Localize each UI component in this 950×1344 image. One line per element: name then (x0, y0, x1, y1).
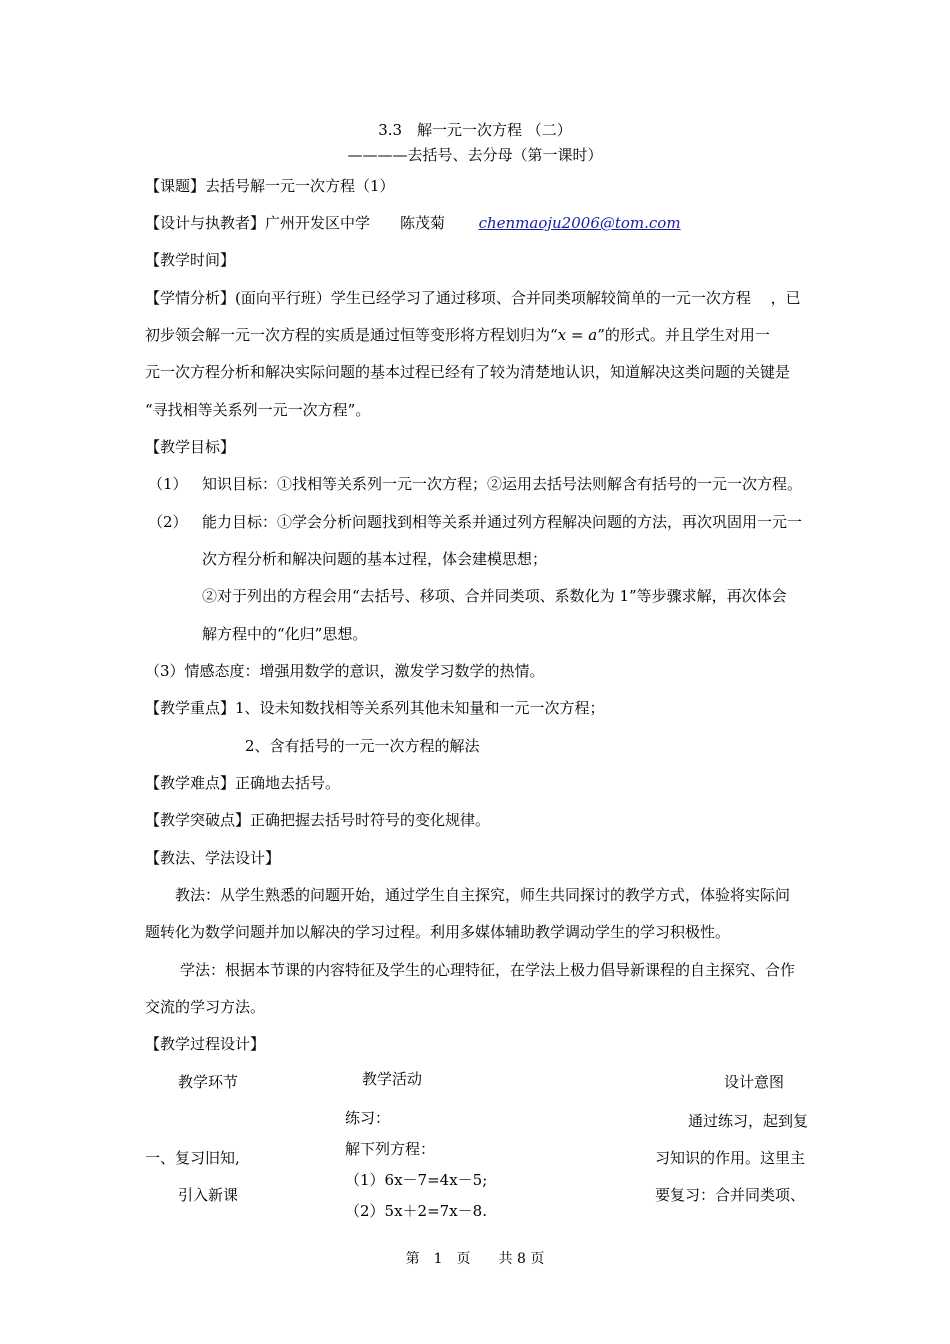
topic-line: 【课题】去括号解一元一次方程（1） (145, 177, 395, 195)
page-footer: 第 1 页 共 8 页 (405, 1251, 545, 1267)
analysis-line-2 (145, 325, 770, 345)
goal-2-text-4: 解方程中的“化归”思想。 (202, 625, 368, 643)
learning-method-1: 学法：根据本节课的内容特征及学生的心理特征，在学法上极力倡导新课程的自主探究、合作 (180, 961, 796, 979)
activity-line-2: 解下列方程： (345, 1140, 436, 1158)
goal-2-text-2: 次方程分析和解决问题的基本过程，体会建模思想； (202, 550, 548, 568)
activity-line-4: （2）5x＋2=7x－8. (345, 1202, 487, 1220)
methods-heading: 【教法、学法设计】 (145, 849, 281, 867)
analysis-line-1: 【学情分析】(面向平行班）学生已经学习了通过移项、合并同类项解较简单的一元一次方程 ，已 (145, 289, 801, 307)
column-header-activity: 教学活动 (362, 1070, 423, 1088)
difficulty-line: 【教学难点】正确地去括号。 (145, 774, 341, 792)
analysis-line-2-a: 初步领会解一元一次方程的实质是通过恒等变形将方程划归为“ (145, 326, 558, 344)
column-header-stage: 教学环节 (178, 1073, 239, 1091)
goal-1-text: 知识目标：①找相等关系列一元一次方程；②运用去括号法则解含有括号的一元一次方程。 (202, 475, 803, 493)
document-title: 3.3 解一元一次方程 （二） (378, 121, 572, 139)
goal-3: （3）情感态度：增强用数学的意识，激发学习数学的热情。 (145, 662, 545, 680)
goal-2-text-1: 能力目标：①学会分析问题找到相等关系并通过列方程解决问题的方法，再次巩固用一元一 (202, 513, 803, 531)
goals-heading: 【教学目标】 (145, 438, 236, 456)
intent-line-1: 通过练习，起到复 (688, 1112, 809, 1130)
stage-line-1: 一、复习旧知, (145, 1149, 240, 1167)
designer-line (145, 213, 681, 233)
breakthrough-line: 【教学突破点】正确把握去括号时符号的变化规律。 (145, 811, 491, 829)
analysis-line-3: 元一次方程分析和解决实际问题的基本过程已经有了较为清楚地认识，知道解决这类问题的关键是 (145, 363, 791, 381)
goal-2-text-3: ②对于列出的方程会用“去括号、移项、合并同类项、系数化为 1”等步骤求解，再次体会 (202, 587, 787, 605)
stage-line-2: 引入新课 (178, 1186, 239, 1204)
designer-label: 【设计与执教者】广州开发区中学 陈茂菊 (145, 214, 446, 232)
learning-method-2: 交流的学习方法。 (145, 998, 266, 1016)
key-points-line-2: 2、含有括号的一元一次方程的解法 (245, 737, 480, 755)
process-heading: 【教学过程设计】 (145, 1035, 266, 1053)
column-header-intent: 设计意图 (724, 1073, 785, 1091)
email-link[interactable]: chenmaoju2006@tom.com (478, 214, 681, 232)
goal-1-number: （1） (148, 475, 188, 493)
activity-line-3: （1）6x－7=4x－5; (345, 1171, 488, 1189)
teaching-time: 【教学时间】 (145, 251, 236, 269)
activity-line-1: 练习： (345, 1109, 391, 1127)
intent-line-2: 习知识的作用。这里主 (655, 1149, 806, 1167)
teaching-method-1: 教法：从学生熟悉的问题开始，通过学生自主探究，师生共同探讨的教学方式，体验将实际问 (175, 886, 791, 904)
teaching-method-2: 题转化为数学问题并加以解决的学习过程。利用多媒体辅助教学调动学生的学习积极性。 (145, 923, 731, 941)
goal-2-number: （2） (148, 513, 188, 531)
analysis-line-2-b: ”的形式。并且学生对用一 (597, 326, 770, 344)
document-subtitle: ————去括号、去分母（第一课时） (347, 146, 603, 164)
equation-x-equals-a: x = a (557, 326, 598, 344)
key-points-line-1: 【教学重点】1、设未知数找相等关系列其他未知量和一元一次方程； (145, 699, 605, 717)
intent-line-3: 要复习：合并同类项、 (655, 1186, 806, 1204)
analysis-line-4: “寻找相等关系列一元一次方程”。 (145, 401, 371, 419)
